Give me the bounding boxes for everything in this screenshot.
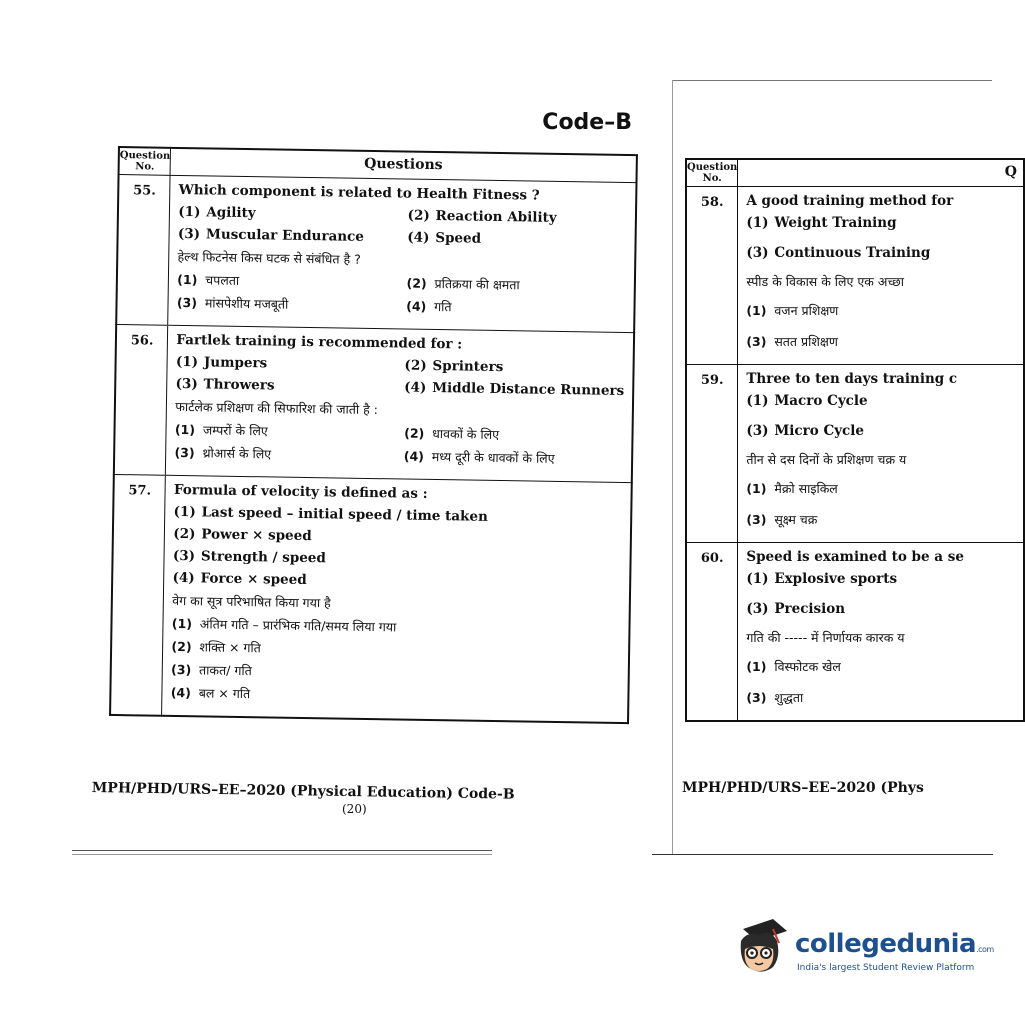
- logo-wordmark: collegedunia.com: [795, 929, 994, 959]
- question-row: [686, 187, 1024, 365]
- option: (3) सूक्ष्म चक्र: [746, 512, 818, 527]
- option: (2) Sprinters: [404, 357, 504, 376]
- bottom-rule: [72, 854, 492, 855]
- option: (4) Force × speed: [172, 569, 307, 589]
- question-body: [738, 187, 1024, 365]
- options-english: [746, 393, 1015, 439]
- mascot-icon: [733, 915, 789, 977]
- question-no-header: Question No.: [686, 159, 738, 187]
- page-edge: [672, 80, 673, 855]
- option: (2) धावकों के लिए: [404, 425, 500, 443]
- question-row: [686, 543, 1024, 722]
- option: (4) गति: [406, 298, 452, 315]
- option: (4) Speed: [407, 229, 482, 247]
- question-body: [738, 365, 1024, 543]
- option: (2) Reaction Ability: [407, 207, 557, 226]
- right-page: [650, 80, 1017, 860]
- question-body: [162, 475, 632, 723]
- question-body: [168, 175, 636, 332]
- question-stem: Fartlek training is recommended for :: [176, 331, 463, 353]
- option: (1) विस्फोटक खेल: [746, 659, 841, 674]
- option: (3) ताकत/ गति: [171, 661, 252, 679]
- options-hindi: [746, 658, 1015, 706]
- questions-header: Questions: [170, 148, 637, 183]
- logo-tagline: India's largest Student Review Platform: [797, 963, 975, 973]
- options-english: [178, 204, 627, 249]
- option: (1) मैक्रो साइकिल: [746, 481, 838, 496]
- question-body: [166, 325, 634, 482]
- options-english: [175, 354, 624, 399]
- question-number: 58.: [686, 187, 738, 365]
- question-row: [114, 324, 634, 482]
- hindi-stem: गति की ----- में निर्णायक कारक य: [746, 630, 905, 645]
- option: (2) शक्ति × गति: [171, 638, 261, 656]
- options-english: [746, 215, 1015, 261]
- option: (3) थ्रोआर्स के लिए: [174, 444, 272, 462]
- option: (4) मध्य दूरी के धावकों के लिए: [403, 448, 555, 466]
- option: (3) मांसपेशीय मजबूती: [176, 294, 289, 312]
- footer-code: MPH/PHD/URS–EE–2020 (Physical Education) Code-B: [91, 780, 515, 803]
- left-page: [70, 80, 650, 860]
- option: (2) Power × speed: [173, 525, 312, 545]
- option: (1) चपलता: [177, 271, 240, 288]
- option: (1) Agility: [178, 203, 256, 222]
- option: (3) Precision: [746, 601, 846, 617]
- option: (1) अंतिम गति – प्रारंभिक गति/समय लिया गया: [171, 615, 397, 635]
- questions-header: Q: [738, 159, 1024, 187]
- option: (3) Strength / speed: [172, 547, 327, 567]
- option: (3) शुद्धता: [746, 690, 804, 705]
- code-label: Code–B: [542, 110, 632, 135]
- option: (3) Micro Cycle: [746, 423, 864, 439]
- question-number: 55.: [116, 175, 170, 326]
- option: (1) Weight Training: [746, 215, 897, 231]
- option: (3) Muscular Endurance: [177, 225, 365, 245]
- hindi-stem: वेग का सूत्र परिभाषित किया गया है: [172, 592, 331, 611]
- options-hindi: [177, 271, 626, 318]
- options-hindi: [174, 421, 623, 468]
- options-hindi: [746, 480, 1015, 528]
- bottom-rule: [72, 850, 492, 851]
- bottom-rule: [652, 854, 993, 855]
- options-hindi: [171, 615, 621, 708]
- hindi-stem: फार्टलेक प्रशिक्षण की सिफारिश की जाती है :: [175, 398, 379, 418]
- option: (1) Explosive sports: [746, 571, 898, 587]
- option: (3) Throwers: [175, 375, 275, 394]
- question-no-header: Question No.: [119, 147, 171, 175]
- question-row: [116, 175, 636, 333]
- option: (1) वजन प्रशिक्षण: [746, 303, 839, 318]
- options-english: [172, 504, 622, 593]
- option: (1) Last speed – initial speed / time taken: [173, 503, 488, 525]
- option: (2) प्रतिक्रया की क्षमता: [406, 275, 520, 293]
- question-stem: Formula of velocity is defined as :: [173, 481, 428, 502]
- option: (1) Jumpers: [175, 353, 268, 372]
- question-row: [110, 474, 632, 723]
- option: (3) Continuous Training: [746, 245, 931, 261]
- options-hindi: [746, 302, 1015, 350]
- collegedunia-logo: [733, 915, 994, 985]
- question-stem: Three to ten days training c: [746, 371, 958, 387]
- option: (3) सतत प्रशिक्षण: [746, 334, 838, 349]
- option: (4) Middle Distance Runners: [404, 379, 625, 399]
- right-question-table: [685, 158, 1025, 722]
- option: (4) बल × गति: [170, 684, 251, 702]
- hindi-stem: हेल्थ फिटनेस किस घटक से संबंधित है ?: [177, 248, 361, 267]
- footer-code: MPH/PHD/URS–EE–2020 (Phys: [682, 780, 924, 796]
- question-stem: Which component is related to Health Fitness ?: [178, 181, 540, 204]
- options-english: [746, 571, 1015, 617]
- option: (1) Macro Cycle: [746, 393, 868, 409]
- question-number: 60.: [686, 543, 738, 722]
- question-body: [738, 543, 1024, 722]
- page-number: (20): [342, 802, 367, 816]
- question-number: 56.: [114, 324, 168, 475]
- question-number: 59.: [686, 365, 738, 543]
- question-number: 57.: [110, 474, 166, 715]
- hindi-stem: तीन से दस दिनों के प्रशिक्षण चक्र य: [746, 452, 907, 467]
- question-stem: A good training method for: [746, 193, 954, 209]
- hindi-stem: स्पीड के विकास के लिए एक अच्छा: [746, 274, 905, 289]
- question-stem: Speed is examined to be a se: [746, 549, 964, 565]
- top-rule: [672, 80, 992, 81]
- left-question-table: [109, 146, 638, 724]
- question-row: [686, 365, 1024, 543]
- option: (1) जम्परों के लिए: [174, 421, 268, 439]
